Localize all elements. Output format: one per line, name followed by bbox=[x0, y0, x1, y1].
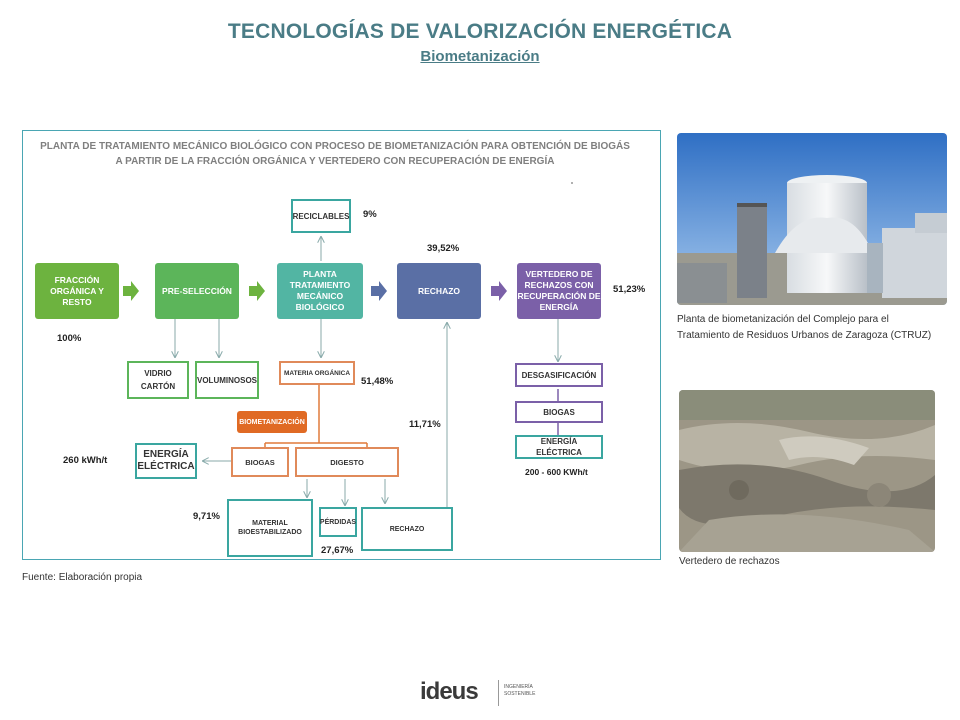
box-energia-electrica-left: ENERGÍA ELÉCTRICA bbox=[135, 443, 197, 479]
process-diagram bbox=[22, 130, 661, 560]
page-title: TECNOLOGÍAS DE VALORIZACIÓN ENERGÉTICA bbox=[227, 20, 733, 43]
plant-photo bbox=[677, 133, 947, 305]
diagram-title-line2: A PARTIR DE LA FRACCIÓN ORGÁNICA Y VERTEDERO CON RECUPERACIÓN DE ENERGÍA bbox=[115, 156, 555, 167]
ideus-logo bbox=[420, 676, 540, 710]
label-3952: 39,52% bbox=[427, 243, 460, 254]
box-voluminosos: VOLUMINOSOS bbox=[195, 361, 259, 399]
logo-tagline-2: SOSTENIBLE bbox=[504, 691, 536, 697]
label-kwh-right: 200 - 600 KWh/t bbox=[525, 467, 588, 477]
label-971: 9,71% bbox=[193, 511, 220, 522]
box-preseleccion: PRE-SELECCIÓN bbox=[155, 263, 239, 319]
box-planta-tmb: PLANTA TRATAMIENTO MECÁNICO BIOLÓGICO bbox=[277, 263, 363, 319]
dot-mark bbox=[571, 182, 573, 184]
box-rechazo-small: RECHAZO bbox=[361, 507, 453, 551]
block-arrow-2 bbox=[249, 281, 265, 301]
box-vertedero: VERTEDERO DE RECHAZOS CON RECUPERACIÓN DE ENERGÍA bbox=[517, 263, 601, 319]
box-energia-electrica-right: ENERGÍA ELÉCTRICA bbox=[515, 435, 603, 459]
box-digesto: DIGESTO bbox=[295, 447, 399, 477]
plant-photo-caption: Planta de biometanización del Complejo para el Tratamiento de Residuos Urbanos de Zaragoza (CTRUZ) bbox=[677, 314, 932, 341]
logo-tagline-1: INGENIERÍA bbox=[504, 684, 533, 690]
box-biometanizacion: BIOMETANIZACIÓN bbox=[237, 411, 307, 433]
box-vidrio-carton: VIDRIO CARTÓN bbox=[127, 361, 189, 399]
landfill-photo-caption: Vertedero de rechazos bbox=[679, 556, 780, 567]
label-2767: 27,67% bbox=[321, 545, 354, 556]
box-perdidas: PÉRDIDAS bbox=[319, 507, 357, 537]
box-reciclables: RECICLABLES bbox=[291, 199, 351, 233]
label-100: 100% bbox=[57, 333, 82, 344]
diagram-title-line1: PLANTA DE TRATAMIENTO MECÁNICO BIOLÓGICO CON PROCESO DE BIOMETANIZACIÓN PARA OBTENCIÓN DE BIOGÁS bbox=[40, 141, 630, 152]
landfill-photo bbox=[679, 390, 935, 552]
logo-tagline bbox=[504, 684, 535, 698]
label-kwh-left: 260 kWh/t bbox=[63, 455, 108, 466]
label-1171: 11,71% bbox=[409, 419, 441, 430]
box-biogas-right: BIOGAS bbox=[515, 401, 603, 423]
block-arrow-4 bbox=[491, 281, 507, 301]
box-material-bioestabilizado: MATERIAL BIOESTABILIZADO bbox=[227, 499, 313, 557]
box-desgasificacion: DESGASIFICACIÓN bbox=[515, 363, 603, 387]
label-9: 9% bbox=[363, 209, 377, 220]
label-5148: 51,48% bbox=[361, 376, 394, 387]
logo-brand: ideus bbox=[420, 678, 478, 705]
diagram-arrows bbox=[23, 131, 660, 559]
label-5123: 51,23% bbox=[613, 284, 646, 295]
box-biogas: BIOGAS bbox=[231, 447, 289, 477]
block-arrow-1 bbox=[123, 281, 139, 301]
source-note: Fuente: Elaboración propia bbox=[22, 572, 143, 583]
page-subtitle: Biometanización bbox=[420, 48, 540, 65]
box-materia-organica: MATERIA ORGÁNICA bbox=[279, 361, 355, 385]
logo-divider bbox=[498, 680, 499, 706]
block-arrow-3 bbox=[371, 281, 387, 301]
box-rechazo: RECHAZO bbox=[397, 263, 481, 319]
box-fraccion-organica: FRACCIÓN ORGÁNICA Y RESTO bbox=[35, 263, 119, 319]
